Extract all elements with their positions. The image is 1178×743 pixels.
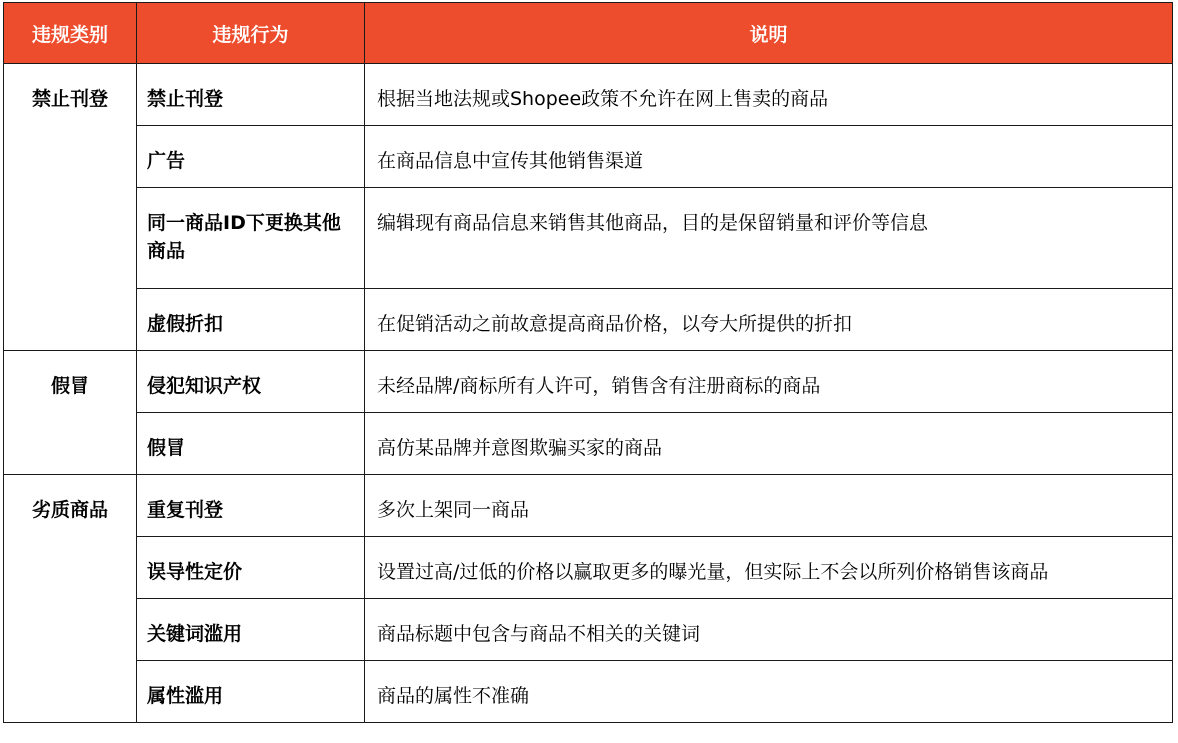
description-cell: 高仿某品牌并意图欺骗买家的商品 (365, 413, 1173, 475)
table-row (4, 661, 1173, 723)
behavior-cell: 禁止刊登 (137, 64, 365, 126)
header-row (4, 3, 1173, 64)
category-cell: 禁止刊登 (4, 64, 137, 351)
description-cell: 商品的属性不准确 (365, 661, 1173, 723)
description-cell: 在促销活动之前故意提高商品价格，以夸大所提供的折扣 (365, 289, 1173, 351)
table-row (4, 351, 1173, 413)
table-row (4, 599, 1173, 661)
table-row (4, 475, 1173, 537)
description-cell: 设置过高/过低的价格以赢取更多的曝光量，但实际上不会以所列价格销售该商品 (365, 537, 1173, 599)
table-row (4, 289, 1173, 351)
category-cell: 劣质商品 (4, 475, 137, 723)
category-cell: 假冒 (4, 351, 137, 475)
behavior-cell: 属性滥用 (137, 661, 365, 723)
behavior-cell: 虚假折扣 (137, 289, 365, 351)
table-row (4, 126, 1173, 188)
description-cell: 根据当地法规或Shopee政策不允许在网上售卖的商品 (365, 64, 1173, 126)
behavior-cell: 侵犯知识产权 (137, 351, 365, 413)
description-cell: 在商品信息中宣传其他销售渠道 (365, 126, 1173, 188)
table-row (4, 188, 1173, 289)
behavior-cell: 假冒 (137, 413, 365, 475)
behavior-cell: 关键词滥用 (137, 599, 365, 661)
description-cell: 多次上架同一商品 (365, 475, 1173, 537)
header-behavior: 违规行为 (137, 3, 365, 64)
violation-table-container (3, 2, 1173, 723)
header-description: 说明 (365, 3, 1173, 64)
description-cell: 商品标题中包含与商品不相关的关键词 (365, 599, 1173, 661)
behavior-cell: 广告 (137, 126, 365, 188)
behavior-cell: 重复刊登 (137, 475, 365, 537)
table-row (4, 64, 1173, 126)
table-row (4, 537, 1173, 599)
behavior-cell: 误导性定价 (137, 537, 365, 599)
behavior-cell: 同一商品ID下更换其他商品 (137, 188, 365, 289)
description-cell: 未经品牌/商标所有人许可，销售含有注册商标的商品 (365, 351, 1173, 413)
header-category: 违规类别 (4, 3, 137, 64)
description-cell: 编辑现有商品信息来销售其他商品，目的是保留销量和评价等信息 (365, 188, 1173, 289)
table-row (4, 413, 1173, 475)
violation-table (3, 2, 1173, 723)
